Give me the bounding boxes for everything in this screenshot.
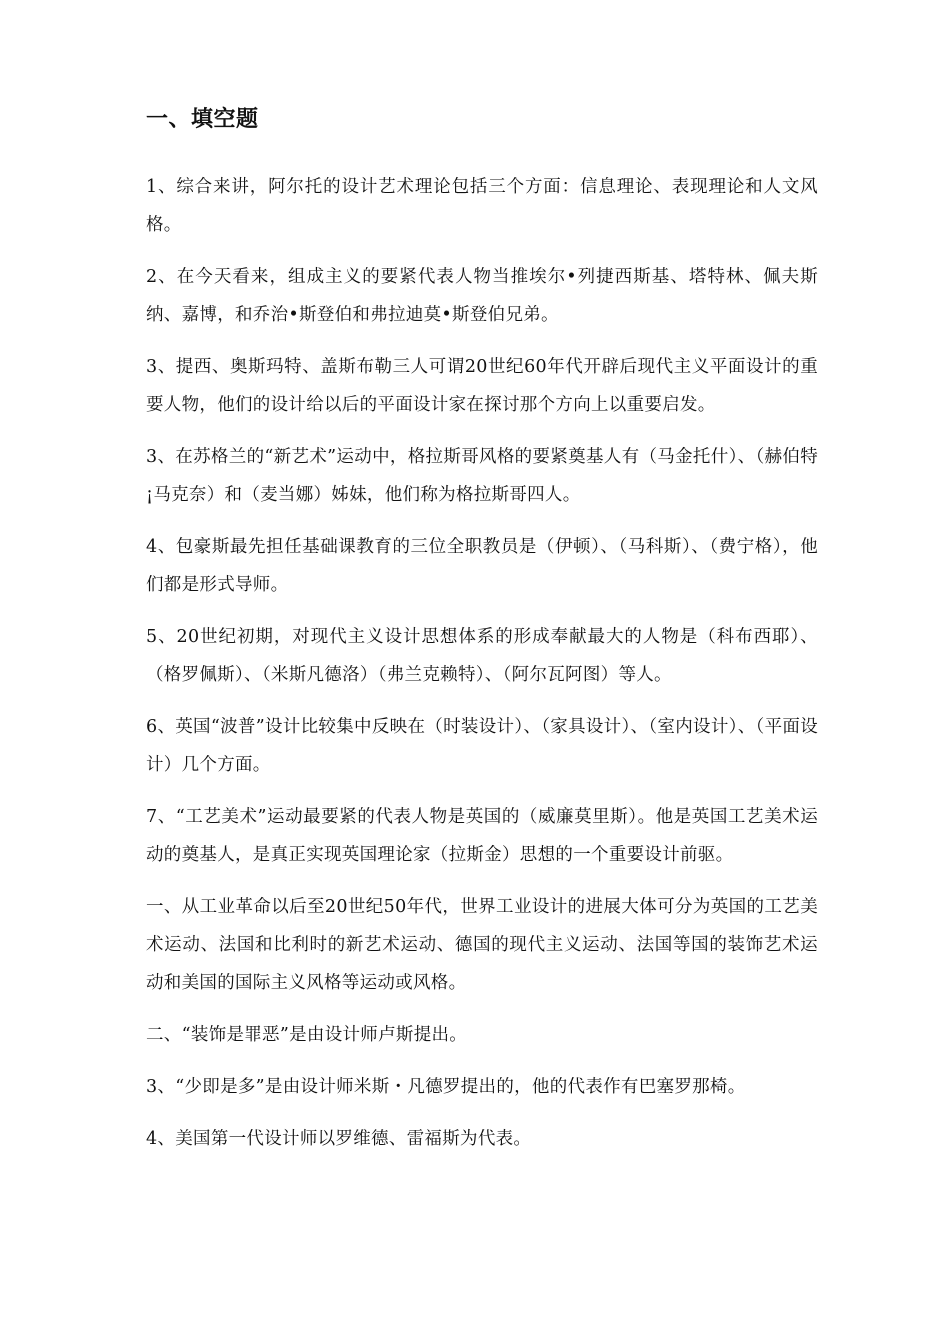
question-item: 3、在苏格兰的“新艺术”运动中，格拉斯哥风格的要紧奠基人有（马金托什）、（赫伯特¡马克奈）和（麦当娜）姊妹，他们称为格拉斯哥四人。: [146, 447, 818, 505]
question-item: 6、英国“波普”设计比较集中反映在（时装设计）、（家具设计）、（室内设计）、（平面设计）几个方面。: [146, 717, 818, 775]
question-item: 3、提西、奥斯玛特、盖斯布勒三人可谓20世纪60年代开辟后现代主义平面设计的重要人物，他们的设计给以后的平面设计家在探讨那个方向上以重要启发。: [146, 357, 818, 415]
question-list: [146, 168, 818, 1172]
question-item: 4、美国第一代设计师以罗维德、雷福斯为代表。: [146, 1129, 532, 1149]
question-item: 5、20世纪初期，对现代主义设计思想体系的形成奉献最大的人物是（科布西耶）、（格罗佩斯）、（米斯凡德洛）（弗兰克赖特）、（阿尔瓦阿图）等人。: [146, 627, 818, 685]
question-item: 2、在今天看来，组成主义的要紧代表人物当推埃尔•列捷西斯基、塔特林、佩夫斯纳、嘉博，和乔治•斯登伯和弗拉迪莫•斯登伯兄弟。: [146, 267, 818, 325]
question-item: 一、从工业革命以后至20世纪50年代，世界工业设计的进展大体可分为英国的工艺美术运动、法国和比利时的新艺术运动、德国的现代主义运动、法国等国的装饰艺术运动和美国的国际主义风格等运动或风格。: [146, 897, 818, 993]
question-item: 7、“工艺美术”运动最要紧的代表人物是英国的（威廉莫里斯）。他是英国工艺美术运动的奠基人，是真正实现英国理论家（拉斯金）思想的一个重要设计前驱。: [146, 807, 818, 865]
section-heading: 一、填空题: [146, 107, 259, 132]
question-item: 1、综合来讲，阿尔托的设计艺术理论包括三个方面：信息理论、表现理论和人文风格。: [146, 177, 818, 235]
question-item: 3、“少即是多”是由设计师米斯・凡德罗提出的，他的代表作有巴塞罗那椅。: [146, 1077, 746, 1097]
question-item: 二、“装饰是罪恶”是由设计师卢斯提出。: [146, 1025, 468, 1045]
question-item: 4、包豪斯最先担任基础课教育的三位全职教员是（伊顿）、（马科斯）、（费宁格），他们都是形式导师。: [146, 537, 818, 595]
